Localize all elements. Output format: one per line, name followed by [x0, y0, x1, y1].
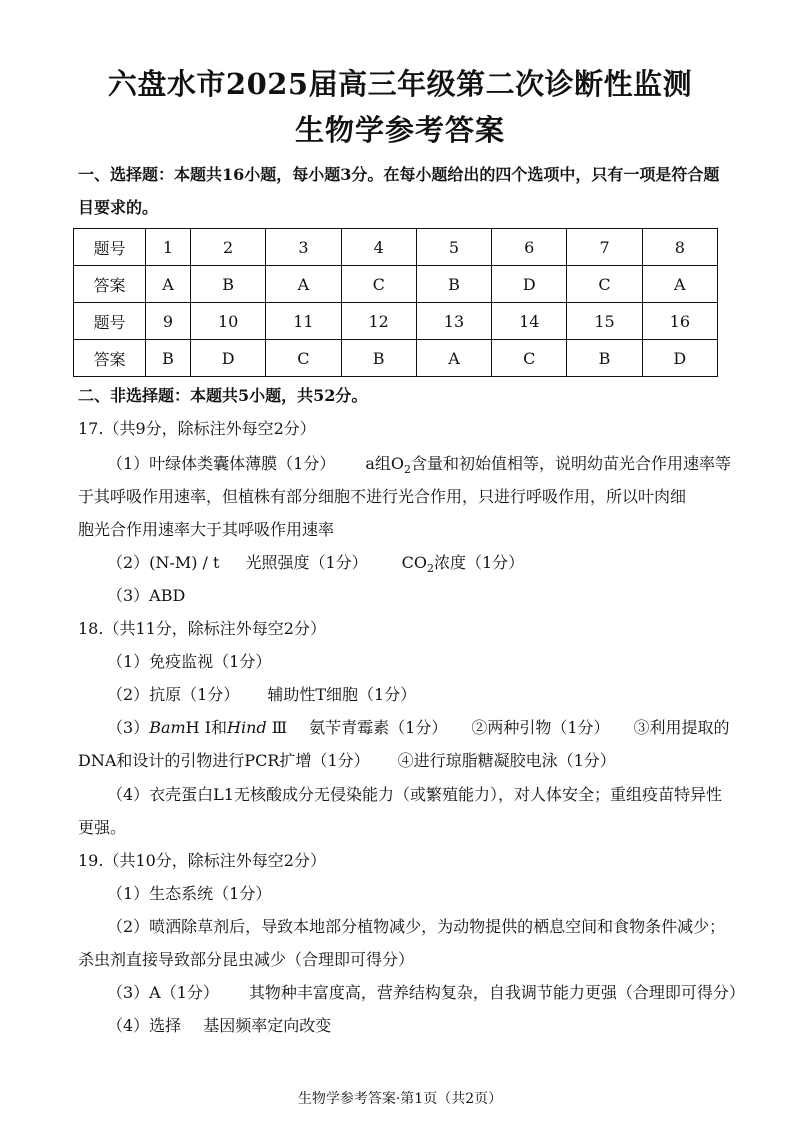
q18-p3-c: ②两种引物（1分） [471, 718, 610, 737]
answer-table-cell: D [190, 340, 265, 377]
answer-table-cell: B [567, 340, 642, 377]
q18-p2-b: 辅助性T细胞（1分） [267, 685, 417, 704]
answer-table-cell: 10 [190, 303, 265, 340]
section1-heading-line1: 一、选择题：本题共16小题，每小题3分。在每小题给出的四个选项中，只有一项是符合题 [78, 165, 720, 184]
q17-p2-c: CO [401, 553, 427, 572]
q18-p3-a: （3） [107, 718, 150, 737]
answer-table-cell: A [642, 266, 717, 303]
page-title: 六盘水市2025届高三年级第二次诊断性监测 [107, 67, 693, 101]
answer-table-cell: A [416, 340, 491, 377]
q19-part2-line1: （2）喷洒除草剂后，导致本地部分植物减少，为动物提供的栖息空间和食物条件减少； [107, 917, 726, 936]
answer-table-cell: D [492, 266, 567, 303]
q17-part1-line2: 于其呼吸作用速率，但植株有部分细胞不进行光合作用，只进行呼吸作用，所以叶肉细 [78, 487, 687, 506]
answer-table-row-header: 答案 [74, 266, 146, 303]
q18-part4-line2: 更强。 [78, 818, 127, 837]
q18-title: 18.（共11分，除标注外每空2分） [78, 619, 326, 638]
q19-part4 [107, 1016, 331, 1036]
answer-table-cell: 11 [266, 303, 341, 340]
q17-p1-a: （1）叶绿体类囊体薄膜（1分） [107, 454, 336, 473]
q17-p2-a: （2）(N-M) / t [107, 553, 220, 572]
q18-part2 [107, 685, 416, 705]
answer-table-cell: C [341, 266, 416, 303]
answer-table-cell: 6 [492, 229, 567, 266]
q19-p3-a: （3）A（1分） [107, 983, 219, 1002]
answer-table-cell: A [146, 266, 191, 303]
q17-part1-line1 [107, 454, 731, 480]
answer-table-cell: A [266, 266, 341, 303]
q17-p1-b: a组O [365, 454, 405, 473]
q18-enzyme2b: Ⅲ [266, 718, 288, 737]
answer-table-cell: 9 [146, 303, 191, 340]
q18-p3-line2-a: DNA和设计的引物进行PCR扩增（1分） [78, 751, 370, 770]
answer-table-cell: 2 [190, 229, 265, 266]
page-footer: 生物学参考答案·第1页（共2页） [297, 1091, 503, 1107]
answer-table-cell: 1 [146, 229, 191, 266]
answer-table-cell: C [567, 266, 642, 303]
q17-p2-d: 浓度（1分） [434, 553, 525, 572]
q17-p1-sub: 2 [404, 463, 412, 477]
q18-p2-a: （2）抗原（1分） [107, 685, 240, 704]
q18-enzyme1: Bam [149, 718, 186, 737]
answer-table-cell: B [146, 340, 191, 377]
answer-table-cell: 3 [266, 229, 341, 266]
answer-table-row [74, 340, 718, 377]
q19-part1: （1）生态系统（1分） [107, 884, 272, 903]
answer-table-cell: 4 [341, 229, 416, 266]
answer-table-cell: C [266, 340, 341, 377]
q17-part1-line3: 胞光合作用速率大于其呼吸作用速率 [78, 520, 335, 539]
answer-table-row [74, 229, 718, 266]
q19-p4-a: （4）选择 [107, 1016, 182, 1035]
q18-enzyme2: Hind [227, 718, 267, 737]
answer-table-cell: B [341, 340, 416, 377]
q17-part2 [107, 553, 524, 579]
answer-table-cell: D [642, 340, 717, 377]
q18-p3-b: 氨苄青霉素（1分） [309, 718, 448, 737]
answer-table-cell: 14 [492, 303, 567, 340]
answer-table-cell: B [416, 266, 491, 303]
section2-heading: 二、非选择题：本题共5小题，共52分。 [78, 386, 368, 405]
q18-part3-line2 [78, 751, 616, 771]
q18-enzyme1b: H Ⅰ和 [185, 718, 228, 737]
answer-table-cell: C [492, 340, 567, 377]
answer-table-cell: 7 [567, 229, 642, 266]
q17-title: 17.（共9分，除标注外每空2分） [78, 419, 316, 438]
answer-table-cell: 15 [567, 303, 642, 340]
answer-table-row [74, 303, 718, 340]
q18-part3-line1 [107, 718, 730, 738]
page-subtitle: 生物学参考答案 [294, 113, 505, 147]
q17-p2-sub: 2 [427, 562, 434, 576]
answer-table-cell: 5 [416, 229, 491, 266]
q19-p4-b: 基因频率定向改变 [203, 1016, 332, 1035]
answer-table-row [74, 266, 718, 303]
section1-heading-line2: 目要求的。 [78, 198, 159, 217]
answer-table-cell: 8 [642, 229, 717, 266]
q19-part3 [107, 983, 745, 1003]
answer-table-row-header: 题号 [74, 303, 146, 340]
answer-table-row-header: 题号 [74, 229, 146, 266]
q18-part4-line1: （4）衣壳蛋白L1无核酸成分无侵染能力（或繁殖能力），对人体安全；重组疫苗特异性 [107, 785, 722, 804]
q18-part1: （1）免疫监视（1分） [107, 652, 272, 671]
answer-table-cell: 12 [341, 303, 416, 340]
q19-p3-b: 其物种丰富度高，营养结构复杂，自我调节能力更强（合理即可得分） [248, 983, 745, 1002]
q17-p2-b: 光照强度（1分） [245, 553, 368, 572]
answer-table-cell: B [190, 266, 265, 303]
answer-table-cell: 16 [642, 303, 717, 340]
answer-table-row-header: 答案 [74, 340, 146, 377]
answer-table [73, 228, 718, 377]
q18-p3-line2-b: ④进行琼脂糖凝胶电泳（1分） [397, 751, 616, 770]
q17-p1-c: 含量和初始值相等，说明幼苗光合作用速率等 [411, 454, 732, 473]
q19-part2-line2: 杀虫剂直接导致部分昆虫减少（合理即可得分） [78, 950, 415, 969]
q18-p3-d: ③利用提取的 [633, 718, 730, 737]
answer-table-cell: 13 [416, 303, 491, 340]
q17-part3: （3）ABD [107, 586, 186, 605]
q19-title: 19.（共10分，除标注外每空2分） [78, 851, 326, 870]
